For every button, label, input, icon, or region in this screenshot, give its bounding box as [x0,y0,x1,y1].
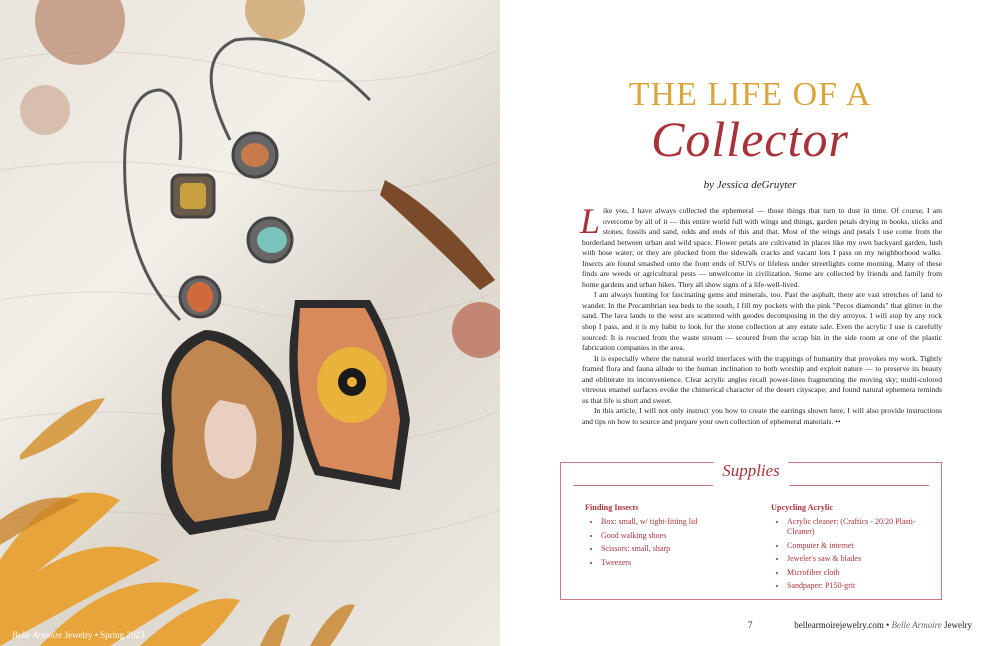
article-paragraph-4: In this article, I will not only instruct you how to create the earrings shown here, I will also provide instructions and tips on how to source and prepare your own collection of ephemeral materials. •• [582,406,942,426]
supplies-title-text: Supplies [714,461,788,480]
footer-issue-left: Jewelry • Spring 2023 [64,630,145,640]
list-item: • Jeweler's saw & blades [787,554,931,564]
left-page-footer [12,630,144,640]
supplies-column-insects [585,503,755,571]
article-title-line2: Collector [651,111,849,167]
supplies-title [561,461,941,481]
paragraph-1-text: ike you, I have always collected the ephemeral — those things that turn to dust in time. Of course, I am overcome by all of it — this entire world full with wings and things, garden petals drying in books, sticks and stones, fossils and sand, odds and ends of this and that. Most of the wings and petals I use come from the borderland between urban and wild space. Flower petals are cultivated in places like my own backyard garden, lush with hose water; or they are plucked from the sidewalk cracks and vacant lots I pass on my neighborhood walks. Insects are found smashed onto the front ends of SUVs or lifeless under streetlights come morning. Many of these finds are weeds or agricultural pests — unwelcome in civilization. Some are collected by friends and family from home gardens and urban hikes. They all show signs of a life-well-lived. [582,206,942,289]
article-body [580,201,942,427]
list-item: • Box: small, w/ tight-fitting lid [601,517,755,527]
list-item: • Scissors: small, sharp [601,544,755,554]
supplies-heading-acrylic: Upcycling Acrylic [771,503,834,512]
page-number: 7 [748,620,753,630]
article-title-line1: THE LIFE OF A [628,76,872,113]
list-item: • Sandpaper: P150-grit [787,581,931,591]
article-paragraph-1 [580,201,942,290]
supplies-column-acrylic [771,503,931,595]
supplies-heading-insects: Finding Insects [585,503,639,512]
list-item: • Good walking shoes [601,531,755,541]
right-page-footer [794,620,972,630]
supplies-rule-right [789,485,929,486]
list-item: • Microfiber cloth [787,568,931,578]
article-byline: by Jessica deGruyter [703,179,797,191]
footer-website: bellearmoirejewelry.com • [794,620,890,630]
supplies-box [560,462,942,600]
article-paragraph-3: It is especially where the natural world interfaces with the trappings of humanity that provokes my work. Tightly framed flora and fauna allude to the human inclination to both worship and exploit nature — to preserve its beauty and obliterate its inconvenience. Clear acrylic angles recall power-lines fragmenting the moving sky; multi-colored vitreous enamel surfaces evoke the chimerical character of the desert cityscape; and found natural ephemera reminds us that life is short and sweet. [582,353,942,405]
footer-section: Jewelry [944,620,972,630]
list-item: • Acrylic cleaner: (Craftics - 20/20 Plasti-Cleaner) [787,517,931,537]
list-item: • Computer & internet [787,541,931,551]
supplies-list-insects [585,517,755,568]
footer-brand-left: Belle Armoire [12,630,63,640]
supplies-rule-left [573,485,713,486]
drop-cap: L [580,201,601,241]
supplies-list-acrylic [771,517,931,591]
footer-brand-right: Belle Armoire [891,620,942,630]
list-item: • Tweezers [601,558,755,568]
article-paragraph-2: I am always hunting for fascinating gems and minerals, too. Past the asphalt, there are vast stretches of land to wander. In the Precambrian sea beds to the south, I fill my pockets with the pink "Pecos diamonds" that glitter in the sand. The lava lands to the west are scattered with geodes decomposing in the dry arroyos. I will stop by any rock shop I pass, and it is my habit to look for the stone collection at any estate sale. Even the acrylic I use is carefully sourced: It is rescued from the waste stream — scoured from the scrap bin in the side room at one of the plastic fabrication companies in the area. [582,290,942,353]
